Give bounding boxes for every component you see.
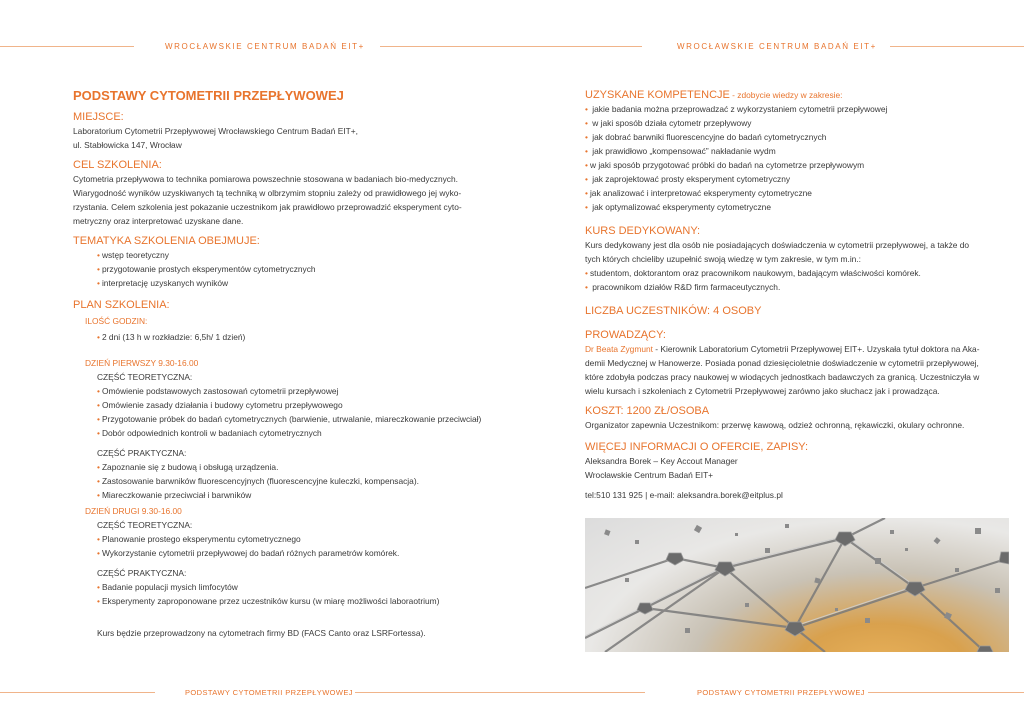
bullet-icon: • [585, 160, 588, 170]
list-item: • Dobór odpowiednich kontroli w badaniach cytometrycznych [97, 428, 322, 438]
section-heading-koszt: KOSZT: 1200 ZŁ/OSOBA [585, 405, 710, 417]
list-item: • w jaki sposób działa cytometr przepływowy [585, 118, 752, 128]
header-title-right: WROCŁAWSKIE CENTRUM BADAŃ EIT+ [677, 42, 877, 51]
bullet-icon: • [97, 400, 100, 410]
bullet-icon: • [97, 548, 100, 558]
bullet-icon: • [585, 268, 588, 278]
header-title-left: WROCŁAWSKIE CENTRUM BADAŃ EIT+ [165, 42, 365, 51]
section-heading-kompetencje [585, 88, 1009, 102]
header-rule-right-a [890, 46, 1024, 47]
list-item: • Zastosowanie barwników fluorescencyjnych (fluorescencyjne kuleczki, kompensacja). [97, 476, 419, 486]
bullet-icon: • [97, 534, 100, 544]
hours-label: ILOŚĆ GODZIN: [85, 316, 148, 326]
bullet-icon: • [97, 386, 100, 396]
list-item: • pracownikom działów R&D firm farmaceutycznych. [585, 282, 781, 292]
prowadzacy-line: demii Medycznej w Hanowerze. Posiada ponad dziesięcioletnie doświadczenie w cytometrii przepływowej, [585, 358, 979, 368]
kurs-line: Kurs dedykowany jest dla osób nie posiadających doświadczenia w cytometrii przepływowej, a także do [585, 240, 970, 250]
contact-line: tel:510 131 925 | e-mail: aleksandra.borek@eitplus.pl [585, 490, 783, 500]
kompetencje-heading: UZYSKANE KOMPETENCJE [585, 89, 730, 101]
koszt-line: Organizator zapewnia Uczestnikom: przerwę kawową, odzież ochronną, rękawiczki, okulary ochronne. [585, 420, 965, 430]
left-column [73, 88, 493, 640]
info-line: Aleksandra Borek – Key Accout Manager [585, 456, 738, 466]
list-item: • Przygotowanie próbek do badań cytometrycznych (barwienie, utrwalanie, miareczkowanie przeciwciał) [97, 414, 482, 424]
bullet-icon: • [97, 278, 100, 288]
day2-label: DZIEŃ DRUGI 9.30-16.00 [85, 506, 182, 516]
list-item: • jak analizować i interpretować eksperymenty cytometryczne [585, 188, 812, 198]
section-heading-miejsce: MIEJSCE: [73, 111, 124, 123]
section-heading-liczba: LICZBA UCZESTNIKÓW: 4 OSOBY [585, 305, 762, 317]
section-heading-plan: PLAN SZKOLENIA: [73, 299, 170, 311]
bullet-icon: • [585, 146, 588, 156]
list-item: • w jaki sposób przygotować próbki do badań na cytometrze przepływowym [585, 160, 865, 170]
section-heading-info: WIĘCEJ INFORMACJI O OFERCIE, ZAPISY: [585, 441, 809, 453]
miejsce-line: Laboratorium Cytometrii Przepływowej Wrocławskiego Centrum Badań EIT+, [73, 126, 358, 136]
list-item: • jak prawidłowo „kompensować” nakładanie wydm [585, 146, 776, 156]
list-item: • Miareczkowanie przeciwciał i barwników [97, 490, 252, 500]
cel-line: metryczny oraz interpretować uzyskane dane. [73, 216, 244, 226]
molecular-network-image [585, 518, 1009, 652]
bullet-icon: • [97, 476, 100, 486]
cel-line: Wiarygodność wyników uzyskiwanych tą techniką w olbrzymim stopniu zależy od prawidłowego jej wyko- [73, 188, 462, 198]
list-item: • jak zaprojektować prosty eksperyment cytometryczny [585, 174, 791, 184]
section-heading-cel: CEL SZKOLENIA: [73, 159, 162, 171]
bullet-icon: • [97, 462, 100, 472]
bullet-icon: • [97, 414, 100, 424]
prowadzacy-line: które zdobyła podczas pracy naukowej w wiodących jednostkach badawczych za granicą. Uczestniczyła w [585, 372, 980, 382]
molecular-network-graphic [585, 518, 1009, 652]
cel-line: Cytometria przepływowa to technika pomiarowa powszechnie stosowana w badaniach bio-medycznych. [73, 174, 458, 184]
prowadzacy-line: wielu kursach i szkoleniach z Cytometrii Przepływowej zarówno jako słuchacz jak i prowadząca. [585, 386, 940, 396]
list-item: • Wykorzystanie cytometrii przepływowej do badań różnych parametrów komórek. [97, 548, 400, 558]
page-title: PODSTAWY CYTOMETRII PRZEPŁYWOWEJ [73, 88, 344, 103]
day2-theory-label: CZĘŚĆ TEORETYCZNA: [97, 520, 193, 530]
bullet-icon: • [97, 332, 100, 342]
bullet-icon: • [97, 582, 100, 592]
list-item: • jak optymalizować eksperymenty cytometryczne [585, 202, 771, 212]
section-heading-tematyka: TEMATYKA SZKOLENIA OBEJMUJE: [73, 235, 260, 247]
bullet-icon: • [585, 104, 588, 114]
bullet-icon: • [585, 282, 588, 292]
bullet-icon: • [97, 250, 100, 260]
kompetencje-suffix: - zdobycie wiedzy w zakresie: [729, 90, 843, 100]
instructor-name: Dr Beata Zygmunt [585, 344, 653, 354]
list-item: • jak dobrać barwniki fluorescencyjne do badań cytometrycznych [585, 132, 827, 142]
header-rule-left-a [0, 46, 134, 47]
miejsce-line: ul. Stabłowicka 147, Wrocław [73, 140, 182, 150]
section-heading-kurs: KURS DEDYKOWANY: [585, 225, 701, 237]
info-line: Wrocławskie Centrum Badań EIT+ [585, 470, 714, 480]
section-heading-prowadzacy: PROWADZĄCY: [585, 329, 666, 341]
list-item: • Zapoznanie się z budową i obsługą urządzenia. [97, 462, 279, 472]
footer-rule-left-a [0, 692, 155, 693]
bullet-icon: • [585, 188, 588, 198]
bullet-icon: • [97, 490, 100, 500]
list-item: • Omówienie podstawowych zastosowań cytometrii przepływowej [97, 386, 339, 396]
list-item: • Omówienie zasady działania i budowy cytometru przepływowego [97, 400, 343, 410]
header-rule-left-b [380, 46, 642, 47]
course-note: Kurs będzie przeprowadzony na cytometrach firmy BD (FACS Canto oraz LSRFortessa). [97, 628, 426, 638]
day2-practice-label: CZĘŚĆ PRAKTYCZNA: [97, 568, 187, 578]
footer-title-right: PODSTAWY CYTOMETRII PRZEPŁYWOWEJ [697, 688, 865, 697]
kurs-line: tych których chcieliby uzupełnić swoją wiedzę w tym zakresie, w tym m.in.: [585, 254, 861, 264]
day1-label: DZIEŃ PIERWSZY 9.30-16.00 [85, 358, 199, 368]
bullet-icon: • [585, 118, 588, 128]
bullet-icon: • [585, 132, 588, 142]
list-item: • 2 dni (13 h w rozkładzie: 6,5h/ 1 dzień) [97, 332, 246, 342]
bullet-icon: • [97, 428, 100, 438]
list-item: • przygotowanie prostych eksperymentów cytometrycznych [97, 264, 316, 274]
list-item: • wstęp teoretyczny [97, 250, 169, 260]
bullet-icon: • [97, 264, 100, 274]
cel-line: rzystania. Celem szkolenia jest pokazanie uczestnikom jak prawidłowo przeprowadzić eksperyment cyto- [73, 202, 462, 212]
bullet-icon: • [585, 174, 588, 184]
footer-rule-right-a [868, 692, 1024, 693]
day1-practice-label: CZĘŚĆ PRAKTYCZNA: [97, 448, 187, 458]
list-item: • jakie badania można przeprowadzać z wykorzystaniem cytometrii przepływowej [585, 104, 888, 114]
footer-rule-left-b [355, 692, 645, 693]
bullet-icon: • [585, 202, 588, 212]
footer-title-left: PODSTAWY CYTOMETRII PRZEPŁYWOWEJ [185, 688, 353, 697]
list-item: • Planowanie prostego eksperymentu cytometrycznego [97, 534, 301, 544]
prowadzacy-line: Dr Beata Zygmunt - Kierownik Laboratorium Cytometrii Przepływowej EIT+. Uzyskała tytuł doktora na Aka- [585, 344, 980, 354]
list-item: • Eksperymenty zaproponowane przez uczestników kursu (w miarę możliwości laboraotrium) [97, 596, 440, 606]
right-column [585, 88, 1009, 502]
list-item: • studentom, doktorantom oraz pracownikom naukowym, badającym właściwości komórek. [585, 268, 921, 278]
list-item: • interpretację uzyskanych wyników [97, 278, 229, 288]
list-item: • Badanie populacji mysich limfocytów [97, 582, 238, 592]
bullet-icon: • [97, 596, 100, 606]
day1-theory-label: CZĘŚĆ TEORETYCZNA: [97, 372, 193, 382]
